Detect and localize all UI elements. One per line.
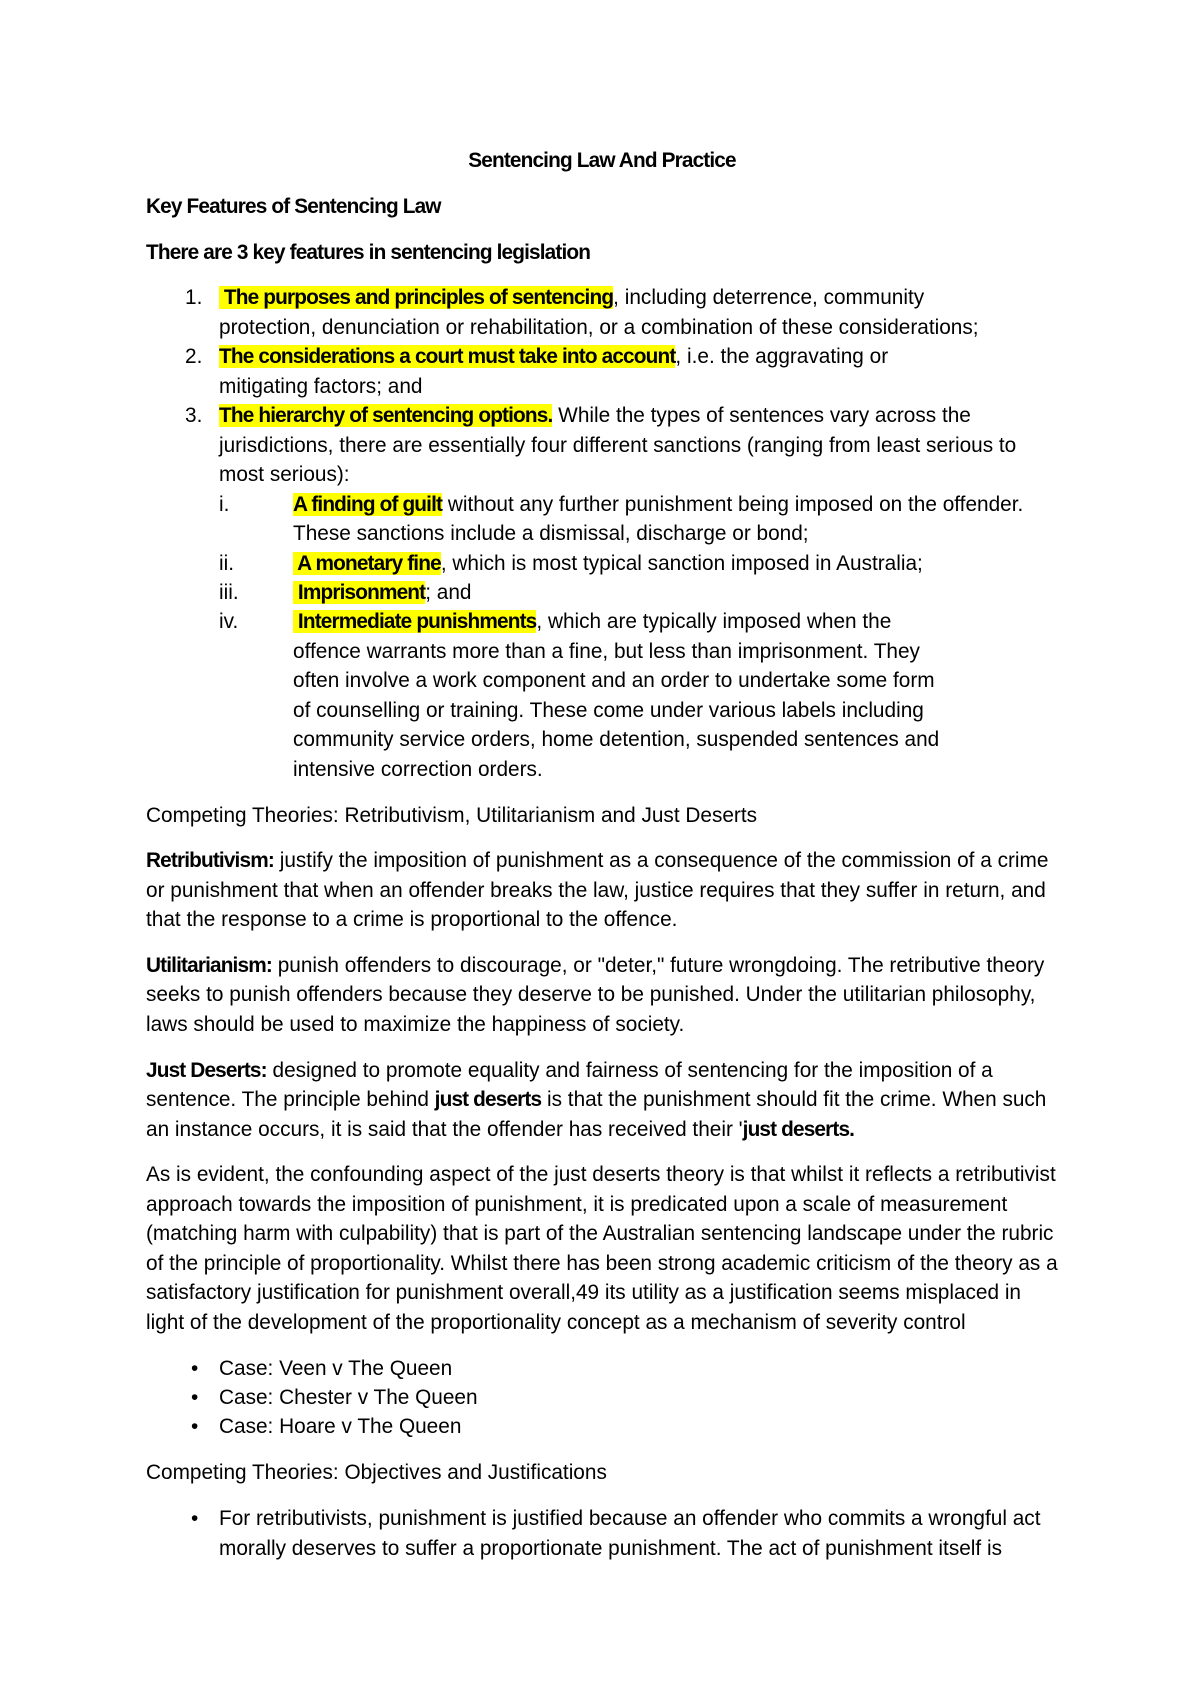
sanctions-list [219,490,1058,785]
highlighted-term: The purposes and principles of sentencing [219,286,614,310]
list-item-line: of counselling or training. These come under various labels including [293,698,924,722]
highlighted-term: Imprisonment [293,580,426,604]
case-item [146,1412,1058,1441]
section-heading-key-features: Key Features of Sentencing Law [146,194,441,218]
defined-term: Retributivism: [146,849,274,873]
list-item-line [293,578,1058,607]
paragraph-line: satisfactory justification for punishment overall,49 its utility as a justification seems misplaced in [146,1281,1022,1305]
case-item [146,1354,1058,1383]
list-item-text: While the types of sentences vary across the [552,404,971,428]
sanction-item [219,549,1058,578]
list-item-line: protection, denunciation or rehabilitation, or a combination of these considerations; [219,315,979,339]
list-item-text: Case: Chester v The Queen [219,1386,478,1409]
emphasized-term: just deserts. [742,1117,855,1141]
list-item-line [219,401,1058,430]
list-item-line [293,607,1058,636]
list-item-line: jurisdictions, there are essentially four different sanctions (ranging from least serious to [219,433,1017,457]
sanction-item [219,578,1058,607]
list-item-line: offence warrants more than a fine, but less than imprisonment. They [293,639,920,663]
list-item-line: most serious): [219,463,350,487]
paragraph-utilitarianism [146,951,1058,1039]
section-heading-objectives: Competing Theories: Objectives and Justifications [146,1461,607,1485]
paragraph-line: (matching harm with culpability) that is part of the Australian sentencing landscape under the rubric [146,1222,1054,1246]
cases-list [146,1354,1058,1442]
bullet-icon: • [191,1415,199,1439]
defined-term: Just Deserts: [146,1058,267,1082]
objective-item [146,1504,1058,1563]
paragraph-line [146,951,1058,980]
list-item-line: intensive correction orders. [293,757,543,781]
paragraph-line: of the principle of proportionality. Whilst there has been strong academic criticism of the theory as a [146,1251,1058,1275]
list-numeral: iii. [219,580,239,604]
list-item-text: , which are typically imposed when the [536,610,892,634]
objectives-list [146,1504,1058,1563]
list-item-line [219,342,1058,371]
paragraph-line [146,1056,1058,1085]
bullet-icon: • [191,1356,199,1380]
list-item-line [293,549,1058,578]
sanction-item [219,490,1058,549]
paragraph-text: justify the imposition of punishment as a consequence of the commission of a crime [273,849,1049,873]
list-numeral: ii. [219,551,235,575]
paragraph-text: punish offenders to discourage, or "deter," future wrongdoing. The retributive theory [271,954,1045,978]
list-numeral: iv. [219,610,239,634]
list-item-text: ; and [425,580,472,604]
list-number: 3. [185,404,203,428]
list-item-text: , including deterrence, community [613,286,925,310]
highlighted-term: Intermediate punishments [293,610,537,634]
paragraph-text: an instance occurs, it is said that the offender has received their ' [146,1117,743,1141]
list-item-text: without any further punishment being imposed on the offender. [442,492,1024,516]
key-feature-item [146,283,1058,342]
document-title: Sentencing Law And Practice [468,149,736,172]
highlighted-term: A finding of guilt [293,492,443,516]
paragraph-analysis [146,1160,1058,1337]
list-item-line: For retributivists, punishment is justified because an offender who commits a wrongful act [219,1507,1041,1531]
paragraph-retributivism [146,846,1058,934]
list-item-line: often involve a work component and an order to undertake some form [293,669,935,693]
key-feature-item [146,342,1058,401]
list-item-line: morally deserves to suffer a proportionate punishment. The act of punishment itself is [219,1536,1002,1560]
key-features-list [146,283,1058,784]
paragraph-line: laws should be used to maximize the happiness of society. [146,1012,685,1036]
paragraph-line: light of the development of the proportionality concept as a mechanism of severity control [146,1310,966,1334]
emphasized-term: just deserts [434,1088,542,1112]
list-item-line [293,490,1058,519]
key-features-intro: There are 3 key features in sentencing legislation [146,240,591,264]
list-number: 1. [185,286,203,310]
paragraph-text: is that the punishment should fit the crime. When such [541,1088,1047,1112]
paragraph-line: or punishment that when an offender breaks the law, justice requires that they suffer in return, and [146,878,1046,902]
paragraph-line: As is evident, the confounding aspect of the just deserts theory is that whilst it reflects a retributivist [146,1163,1056,1187]
list-number: 2. [185,345,203,369]
document-body [146,146,1058,1579]
highlighted-term: A monetary fine [293,551,441,575]
paragraph-line [146,1115,1058,1144]
paragraph-text: designed to promote equality and fairness of sentencing for the imposition of a [266,1058,993,1082]
bullet-icon: • [191,1386,199,1409]
section-heading-competing-theories: Competing Theories: Retributivism, Utilitarianism and Just Deserts [146,803,758,827]
paragraph-line [146,846,1058,875]
bullet-icon: • [191,1507,199,1531]
list-item-text: , which is most typical sanction imposed in Australia; [440,551,923,575]
list-item-text: , i.e. the aggravating or [675,345,889,369]
paragraph-line [146,1085,1058,1114]
paragraph-line: that the response to a crime is proportional to the offence. [146,908,678,932]
sanction-item [219,607,1058,784]
list-numeral: i. [219,492,230,516]
case-item [146,1383,1058,1412]
defined-term: Utilitarianism: [146,954,272,978]
highlighted-term: The hierarchy of sentencing options. [219,404,553,428]
list-item-line [219,283,1058,312]
highlighted-term: The considerations a court must take into account [219,345,676,369]
list-item-line: mitigating factors; and [219,374,423,398]
paragraph-text: sentence. The principle behind [146,1088,435,1112]
paragraph-just-deserts [146,1056,1058,1144]
list-item-line: These sanctions include a dismissal, discharge or bond; [293,522,809,546]
paragraph-line: approach towards the imposition of punishment, it is predicated upon a scale of measurement [146,1192,1008,1216]
paragraph-line: seeks to punish offenders because they deserve to be punished. Under the utilitarian philosophy, [146,983,1036,1007]
list-item-text: Case: Hoare v The Queen [219,1415,462,1439]
list-item-line: community service orders, home detention, suspended sentences and [293,728,940,752]
key-feature-item [146,401,1058,784]
list-item-text: Case: Veen v The Queen [219,1356,453,1380]
